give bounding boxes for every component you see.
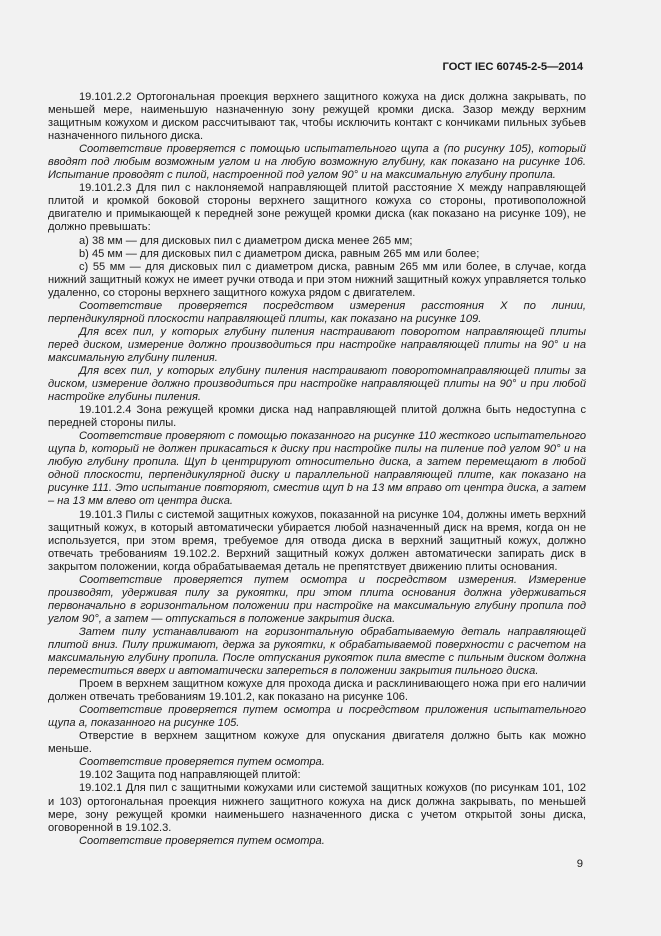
paragraph-19-101-2-2: 19.101.2.2 Ортогональная проекция верхнего защитного кожуха на диск должна закрывать, по меньшей мере, наименьшую назначенную зону режущей кромки диска. Зазор между верхним защитным кожухом и диском рассчитывают так, чтобы исключить контакт с кончиками пильных зубьев назначенного пильного диска. — [48, 91, 586, 143]
list-item-b: b) 45 мм — для дисковых пил с диаметром диска, равным 265 мм или более; — [79, 247, 480, 260]
compliance-paragraph: Для всех пил, у которых глубину пиления настраивают поворотом направляющей плиты перед диском, измерение должно производиться при настройке направляющей плиты на 90° и на максимальную глубину пиления. — [48, 325, 586, 364]
compliance-paragraph: Соответствие проверяют с помощью показанного на рисунке 110 жесткого испытательного щупа b, который не должен прикасаться к диску при настройке пилы на пиление под углом 90° и на любую глубину пропила. Щуп b центрируют относительно диска, а затем перемещают в любой одной плоскости, перпендикулярной диску и параллельной направляющей плите, как показано на рисунке 111. Это испытание повторяют, сместив щуп b на 13 мм вправо от центра диска, а затем – на 13 мм влево от центра диска. — [48, 430, 586, 508]
paragraph-19-101-3: 19.101.3 Пилы с системой защитных кожухов, показанной на рисунке 104, должны иметь верхний защитный кожух, в который автоматически убирается любой назначенный диск на время, когда он не используется, при этом время, требуемое для отвода диска в верхний защитный кожух, должно отвечать требованиям 19.102.2. Верхний защитный кожух должен автоматически запирать диск в закрытом положении, когда обрабатываемая деталь не препятствует движению плиты основания. — [48, 508, 586, 573]
compliance-paragraph: Затем пилу устанавливают на горизонтальную обрабатываемую деталь направляющей плитой вниз. Пилу прижимают, держа за рукоятки, к обрабатываемой поверхности с расчетом на максимальную глубину пропила. После отпускания рукояток пила вместе с пильным диском должна переместиться вверх и автоматически запереться в положении закрытия пильного диска. — [48, 625, 586, 678]
compliance-paragraph: Соответствие проверяется путем осмотра. — [79, 756, 325, 769]
paragraph-19-101-2-4: 19.101.2.4 Зона режущей кромки диска над направляющей плитой должна быть недоступна с передней стороны пилы. — [48, 404, 586, 430]
page-number: 9 — [576, 858, 583, 870]
compliance-paragraph: Соответствие проверяется посредством измерения расстояния X по линии, перпендикулярной плоскости направляющей плиты, как показано на рисунке 109. — [48, 299, 586, 325]
compliance-paragraph: Для всех пил, у которых глубину пиления настраивают поворотомнаправляющей плиты за диском, измерение должно производиться при настройке направляющей плиты на 90° и при любой настройке глубины пиления. — [48, 364, 586, 404]
compliance-paragraph: Соответствие проверяется путем осмотра и посредством измерения. Измерение производят, удерживая пилу за рукоятки, при этом плита основания должна удерживаться первоначально в горизонтальном положении при настройке на максимальную глубину пропила под углом 90°, а затем — отпускаться в положение закрытия диска. — [48, 573, 586, 625]
compliance-paragraph: Соответствие проверяется путем осмотра. — [79, 834, 325, 847]
paragraph-motor-hole: Отверстие в верхнем защитном кожухе для опускания двигателя должно быть как можно меньше. — [48, 730, 586, 756]
list-item-a: a) 38 мм — для дисковых пил с диаметром диска менее 265 мм; — [79, 234, 413, 247]
section-heading-19-102: 19.102 Защита под направляющей плитой: — [79, 769, 301, 782]
compliance-paragraph: Соответствие проверяется с помощью испытательного щупа а (по рисунку 105), который вводят под любым возможным углом и на любую возможную глубину, как показано на рисунке 106. Испытание проводят с пилой, настроенной под углом 90° и на максимальную глубину пропила. — [48, 143, 586, 182]
document-body — [48, 91, 586, 848]
paragraph-opening: Проем в верхнем защитном кожухе для прохода диска и расклинивающего ножа при его наличии должен отвечать требованиям 19.101.2, как показано на рисунке 106. — [48, 678, 586, 704]
paragraph-19-102-1: 19.102.1 Для пил с защитными кожухами или системой защитных кожухов (по рисункам 101, 102 и 103) ортогональная проекция нижнего защитного кожуха на диск должна закрывать, по меньшей мере, зону режущей кромки наименьшего назначенного диска с учетом открытой зоны диска, оговоренной в 19.102.3. — [48, 782, 586, 834]
compliance-paragraph: Соответствие проверяется путем осмотра и посредством приложения испытательного щупа а, показанного на рисунке 105. — [48, 704, 586, 730]
paragraph-19-101-2-3: 19.101.2.3 Для пил с наклоняемой направляющей плитой расстояние X между направляющей плитой и кромкой боковой стороны верхнего защитного кожуха со стороны, противоположной двигателю и примыкающей к передней зоне режущей кромки диска (как показано на рисунке 109), не должно превышать: — [48, 182, 586, 234]
standard-header: ГОСТ IEC 60745-2-5—2014 — [442, 61, 583, 73]
list-item-c: c) 55 мм — для дисковых пил с диаметром диска, равным 265 мм или более, в случае, когда нижний защитный кожух не имеет ручки отвода и при этом нижний защитный кожух управляется только удаленно, со стороны верхнего защитного кожуха рядом с двигателем. — [48, 260, 586, 299]
